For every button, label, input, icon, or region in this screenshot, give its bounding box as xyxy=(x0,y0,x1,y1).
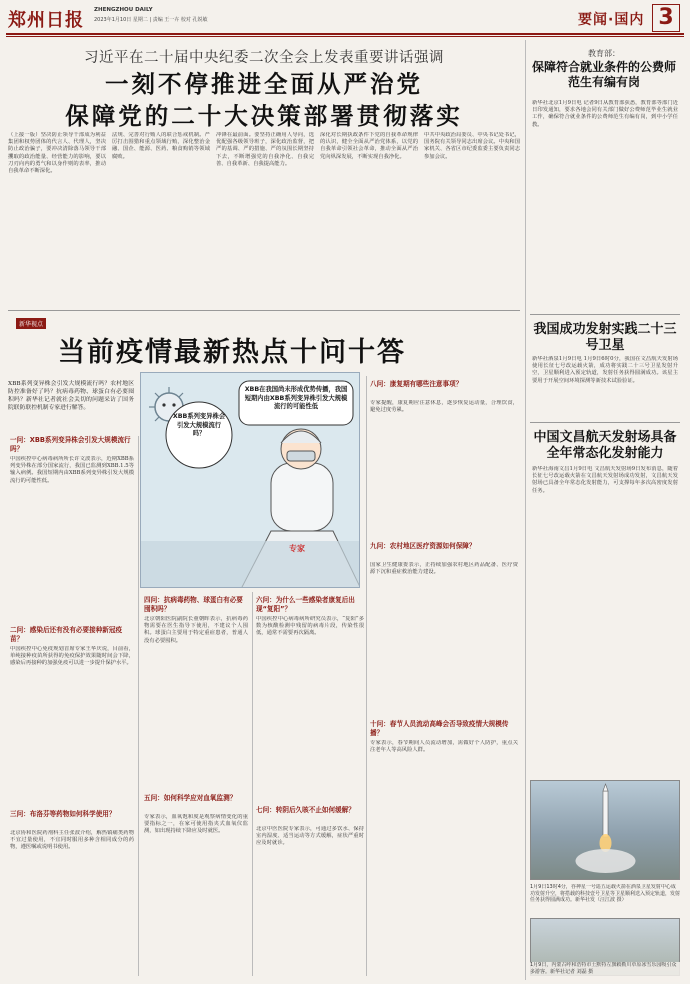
right-kicker: 教育部： xyxy=(588,49,620,58)
rocket-launch-photo xyxy=(530,780,680,880)
mid-headline: 当前疫情最新热点十问十答 xyxy=(58,337,406,368)
mid-body-9: 国家卫生健康委表示，正持续加强农村地区药品配备、医疗资源下沉和重症救治能力建设。 xyxy=(370,562,518,576)
section-divider xyxy=(8,310,520,311)
newspaper-brand: 郑州日报 xyxy=(8,10,84,31)
masthead-rule xyxy=(6,33,684,35)
photo-caption: 1月9日13时4分，谷神星一号遥五运载火箭在酒泉卫星发射中心成功发射升空，将搭载的科技壹号卫星等卫星顺利送入预定轨道，发射任务获得圆满成功。新华社发（汪江波 摄） xyxy=(530,884,680,904)
mid-subhead-7: 七问：转阴后久咳不止如何缓解？ xyxy=(256,806,355,814)
mid-subhead-5: 五问：如何科学应对血氧监测？ xyxy=(144,794,237,802)
right-body-2: 新华社酒泉1月9日电 1月9日6时0分，我国在文昌航天发射场使用长征七号改运载火箭，成功将实践二十三号卫星发射升空，卫星顺利进入预定轨道，发射任务获得圆满成功。该星主要用于开展空间环境探测等新技术试验验证。 xyxy=(532,356,678,384)
speech-bubble-answer: XBB在我国尚未形成优势传播，我国短期内由XBB系列变异株引发大规模流行的可能性低 xyxy=(244,386,348,410)
news-tag: 新华视点 xyxy=(16,318,46,329)
mid-body-2: 中国疾控中心免疫规划首席专家王华庆说，目前看，单纯接种疫苗所获得的免疫保护效果随时间会下降，感染后再接种的加强免疫可以进一步提升保护水平。 xyxy=(10,646,134,667)
mid-body-10: 专家表示，春节期间人员流动增加，需做好个人防护，重点关注老年人等高风险人群。 xyxy=(370,740,518,754)
mid-body-1: 中国疾控中心病毒病所所长许文波表示，近期XBB系列变异株在部分国家流行，我国已监测到XBB.1.5等输入病例。我国短期内由XBB系列变异株引发大规模流行的可能性低。 xyxy=(10,456,134,484)
mid-body-4: 北京朝阳医院副院长童朝晖表示，抗病毒药物需要在医生指导下使用，不建议个人囤积。球蛋白主要用于特定重症患者，普通人没有必要囤积。 xyxy=(144,616,248,644)
mid-intro: XBB系列变异株会引发大规模流行吗？农村地区防控准备好了吗？抗病毒药物、球蛋白有必要囤积吗？新华社记者就社会关切的问题采访了国务院联防联控机制专家进行解答。 xyxy=(8,381,134,411)
column-divider xyxy=(525,40,526,980)
speech-bubble-question: XBB系列变异株会引发大规模流行吗？ xyxy=(172,413,226,437)
right-headline-2: 我国成功发射实践二十三号卫星 xyxy=(533,322,677,353)
lead-body-col-1: （上接一版）坚决防止领导干部成为利益集团和权势团体的代言人、代理人，坚决防止政治骗子，要冲决清除落马领导干部攫取的政治能量、经营能力的影响，要以刀刃向内的勇气和以身作则的表率，推动自我革命不断深化。 xyxy=(8,132,106,175)
mid-body-3: 北京协和医院药剂科主任张波介绍，解热镇痛类药物不宜过量使用，不宜同时服用多种含相同成分的药物，遵医嘱或说明书使用。 xyxy=(10,830,134,851)
lead-headline-line1: 一刻不停推进全面从严治党 xyxy=(105,70,423,98)
column-divider xyxy=(366,376,367,976)
right-body: 新华社北京1月9日电 记者9日从教育部获悉，教育部等部门近日印发通知，要求各地会同有关部门做好公费师范毕业生就业工作，确保符合就业条件的公费师范生有编有岗，到中小学任教。 xyxy=(532,100,678,128)
lead-kicker: 习近平在二十届中央纪委二次全会上发表重要讲话强调 xyxy=(84,50,444,66)
expert-label: 专家 xyxy=(289,544,305,553)
mid-body-7: 北京中医医院专家表示，可通过多饮水、保持室内湿度、适当运动等方式缓解，症状严重时应及时就诊。 xyxy=(256,826,364,847)
mid-subhead-3: 三问：布洛芬等药物如何科学使用？ xyxy=(10,810,116,818)
mid-subhead-1: 一问：XBB系列变异株会引发大规模流行吗？ xyxy=(10,436,131,453)
section-label: 要闻·国内 xyxy=(578,12,645,28)
masthead-rule-thin xyxy=(6,36,684,37)
lead-body-col-4: 深化对长期执政条件下党的自我革命规律的认识，健全全面从严治党体系，以党的自我革命引领社会革命，推动全面从严治党向纵深发展，不断实现自我净化。 xyxy=(320,132,418,160)
right-body-3: 新华社海南文昌1月9日电 文昌航天发射场9日发布消息，随着长征七号改运载火箭在文昌航天发射场成功发射，文昌航天发射场已具备全年常态化发射能力，可支撑每年多次高密度发射任务。 xyxy=(532,466,678,494)
illustration xyxy=(140,372,360,588)
right-headline-3: 中国文昌航天发射场具备全年常态化发射能力 xyxy=(533,430,677,461)
mid-subhead-8: 八问：康复期有哪些注意事项？ xyxy=(370,380,463,388)
mid-body-6: 中国疾控中心病毒病所研究员表示，“复阳”多数为核酸检测中残留的病毒片段，传染性很低，通常不需要再次隔离。 xyxy=(256,616,364,637)
page-number: 3 xyxy=(652,4,680,32)
mid-body-5: 专家表示，血氧饱和度是观察病情变化的重要指标之一，在家可使用指夹式血氧仪监测，如出现持续下降应及时就医。 xyxy=(144,814,248,835)
lead-headline-line2: 保障党的二十大决策部署贯彻落实 xyxy=(65,102,463,130)
mid-subhead-10: 十问：春节人员流动高峰会否导致疫情大规模传播？ xyxy=(370,720,509,737)
newspaper-brand-en: ZHENGZHOU DAILY xyxy=(94,7,153,13)
column-divider xyxy=(252,592,253,976)
mid-subhead-9: 九问：农村地区医疗资源如何保障？ xyxy=(370,542,476,550)
mid-subhead-4: 四问：抗病毒药物、球蛋白有必要囤积吗？ xyxy=(144,596,243,613)
right-headline: 保障符合就业条件的公费师范生有编有岗 xyxy=(531,60,676,89)
column-divider xyxy=(138,436,139,976)
photo2-caption: 1月9日，内蒙古呼和浩特市土默特左旗敕勒川草原冰雪乐园吸引众多游客。新华社记者 刘磊 摄 xyxy=(530,962,680,982)
mid-subhead-6: 六问：为什么一些感染者康复后出现“复阳”？ xyxy=(256,596,355,613)
lead-body-col-5: 中共中央政治局委员、中央书记处书记，国务院有关领导同志出席会议。中央和国家机关、各省区市纪委监委主要负责同志参加会议。 xyxy=(424,132,520,160)
lead-body-col-3: 冲锋在最前面。要坚持正确用人导向，选优配强各级领导班子，深化政治监督，把严的基调、严的措施、严的氛围长期坚持下去，不断增强党的自我净化、自我完善、自我革新、自我提高能力。 xyxy=(216,132,314,167)
section-divider xyxy=(530,314,680,315)
rocket-icon xyxy=(531,781,681,881)
lead-body-col-2: 法规、完善对行贿人的联合惩戒机制。严厉打击围猎和重点领域行贿，深化整治金融、国企、能源、医药、粮食购销等领域腐败。 xyxy=(112,132,210,160)
mid-body-8: 专家提醒，康复期应注意休息，逐步恢复运动量，合理饮食，避免过度劳累。 xyxy=(370,400,518,414)
mid-subhead-2: 二问：感染后还有没有必要接种新冠疫苗？ xyxy=(10,626,123,643)
section-divider xyxy=(530,422,680,423)
issue-date-line: 2023年1月10日 星期二 | 责编 王一卉 校对 孔锐敏 xyxy=(94,17,208,23)
